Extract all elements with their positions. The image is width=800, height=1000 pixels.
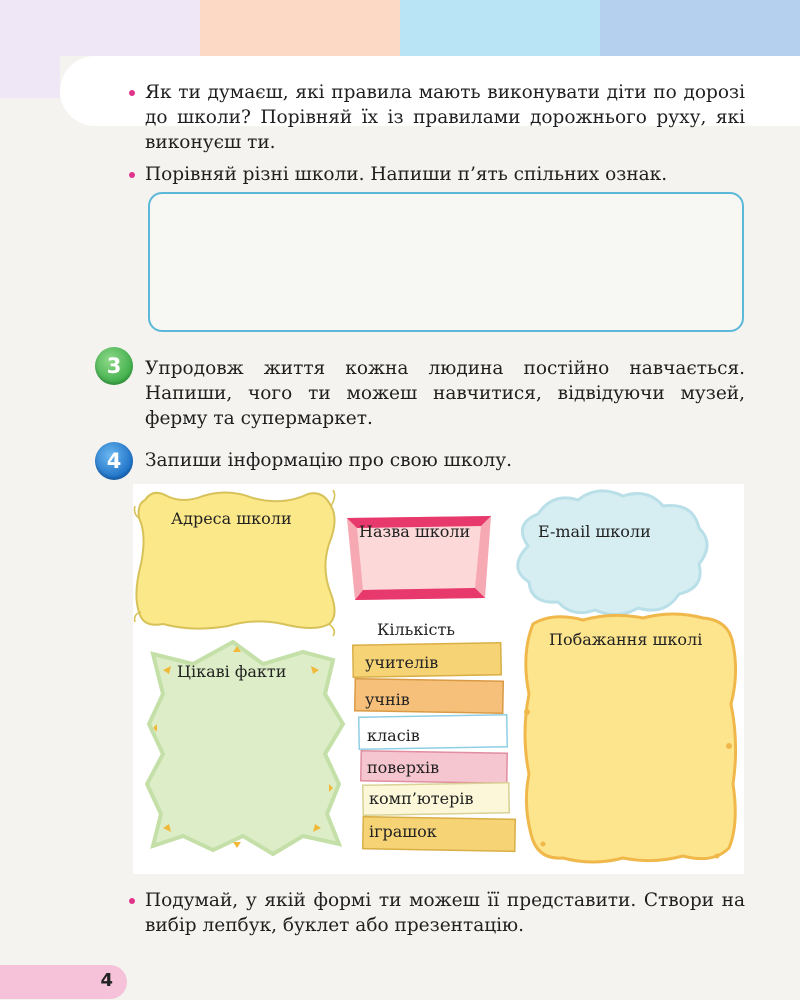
label-count-title: Кількість	[377, 620, 456, 639]
wishes-frame	[525, 614, 736, 862]
count-label-classes: класів	[367, 726, 420, 745]
page-number-tab	[0, 965, 127, 999]
task-3-text: Упродовж життя кожна людина постійно навчається. Напиши, чого ти можеш навчитися, відвідуючи музей, ферму та супермаркет.	[145, 358, 745, 429]
count-label-floors: поверхів	[367, 758, 440, 777]
count-label-pupils: учнів	[365, 690, 410, 709]
label-email: E-mail школи	[538, 522, 651, 541]
count-label-computers: комп’ютерів	[369, 789, 474, 808]
school-info-panel	[133, 484, 744, 874]
count-label-toys: іграшок	[369, 822, 437, 841]
question-compare-schools: Порівняй різні школи. Напиши п’ять спільних ознак.	[145, 164, 668, 185]
task-4-text: Запиши інформацію про свою школу.	[145, 450, 513, 471]
email-cloud	[518, 491, 707, 615]
label-address: Адреса школи	[171, 509, 292, 528]
page-number: 4	[100, 970, 113, 991]
bullet-marker	[129, 172, 135, 178]
label-name: Назва школи	[359, 522, 471, 541]
closing-instruction: Подумай, у якій формі ти можеш її представити. Створи на вибір лепбук, буклет або презентацію.	[145, 890, 745, 936]
label-wishes: Побажання школі	[549, 630, 703, 649]
label-facts: Цікаві факти	[177, 662, 287, 681]
bullet-marker	[129, 90, 135, 96]
bullet-marker	[129, 898, 135, 904]
answer-box[interactable]	[148, 192, 744, 332]
task-3-badge: 3	[95, 347, 133, 385]
left-accent	[0, 56, 60, 98]
task-4-badge: 4	[95, 442, 133, 480]
question-road-rules: Як ти думаєш, які правила мають виконувати діти по дорозі до школи? Порівняй їх із правилами дорожнього руху, які виконуєш ти.	[145, 82, 745, 153]
top-color-band	[0, 0, 800, 56]
count-label-teachers: учителів	[365, 653, 439, 672]
